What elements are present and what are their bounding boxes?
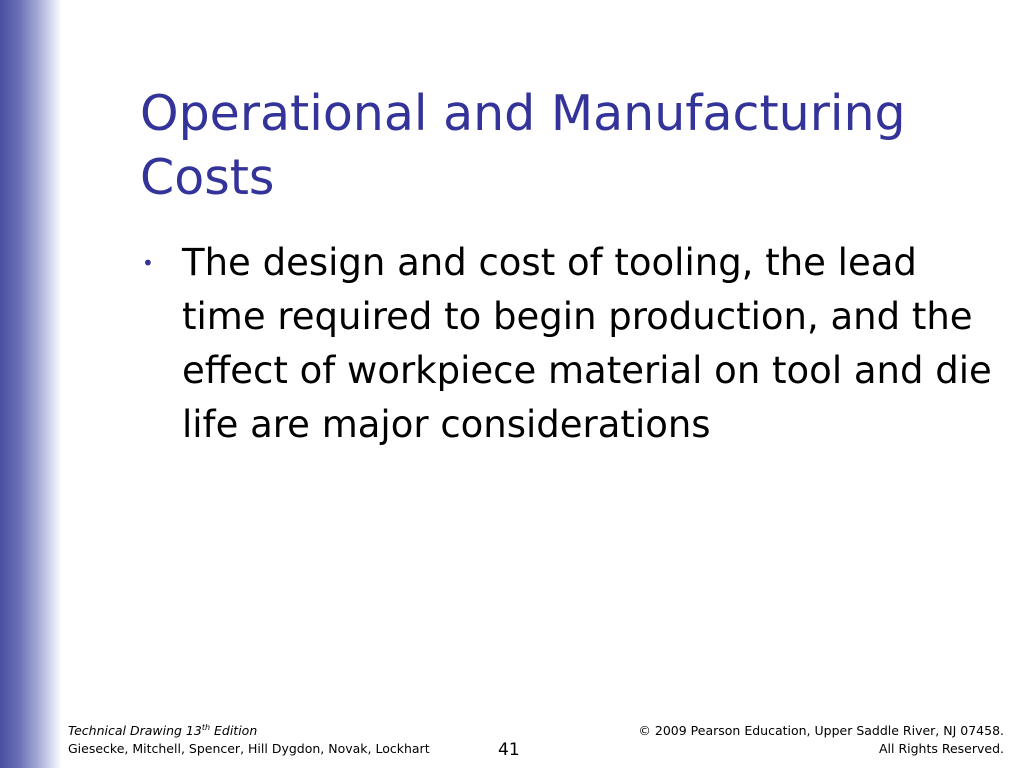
bullet-text: The design and cost of tooling, the lead time required to begin production, and the effect of workpiece material on tool and die life are major considerations bbox=[182, 241, 992, 446]
footer-book-info bbox=[68, 722, 430, 758]
footer-authors: Giesecke, Mitchell, Spencer, Hill Dygdon, Novak, Lockhart bbox=[68, 741, 430, 756]
copyright-line-1: © 2009 Pearson Education, Upper Saddle River, NJ 07458. bbox=[638, 723, 1004, 738]
copyright-line-2: All Rights Reserved. bbox=[878, 741, 1004, 756]
edition-word: Edition bbox=[210, 723, 258, 738]
bullet-item bbox=[140, 236, 1000, 452]
side-gradient-band bbox=[0, 0, 62, 768]
footer-book-title bbox=[68, 722, 430, 740]
bullet-icon: • bbox=[142, 251, 154, 275]
book-title-text: Technical Drawing 13 bbox=[68, 723, 202, 738]
edition-superscript: th bbox=[201, 722, 211, 732]
footer-copyright bbox=[638, 722, 1004, 758]
bullet-list bbox=[140, 236, 1000, 452]
slide-title: Operational and Manufacturing Costs bbox=[140, 85, 906, 206]
page-number: 41 bbox=[498, 740, 520, 760]
